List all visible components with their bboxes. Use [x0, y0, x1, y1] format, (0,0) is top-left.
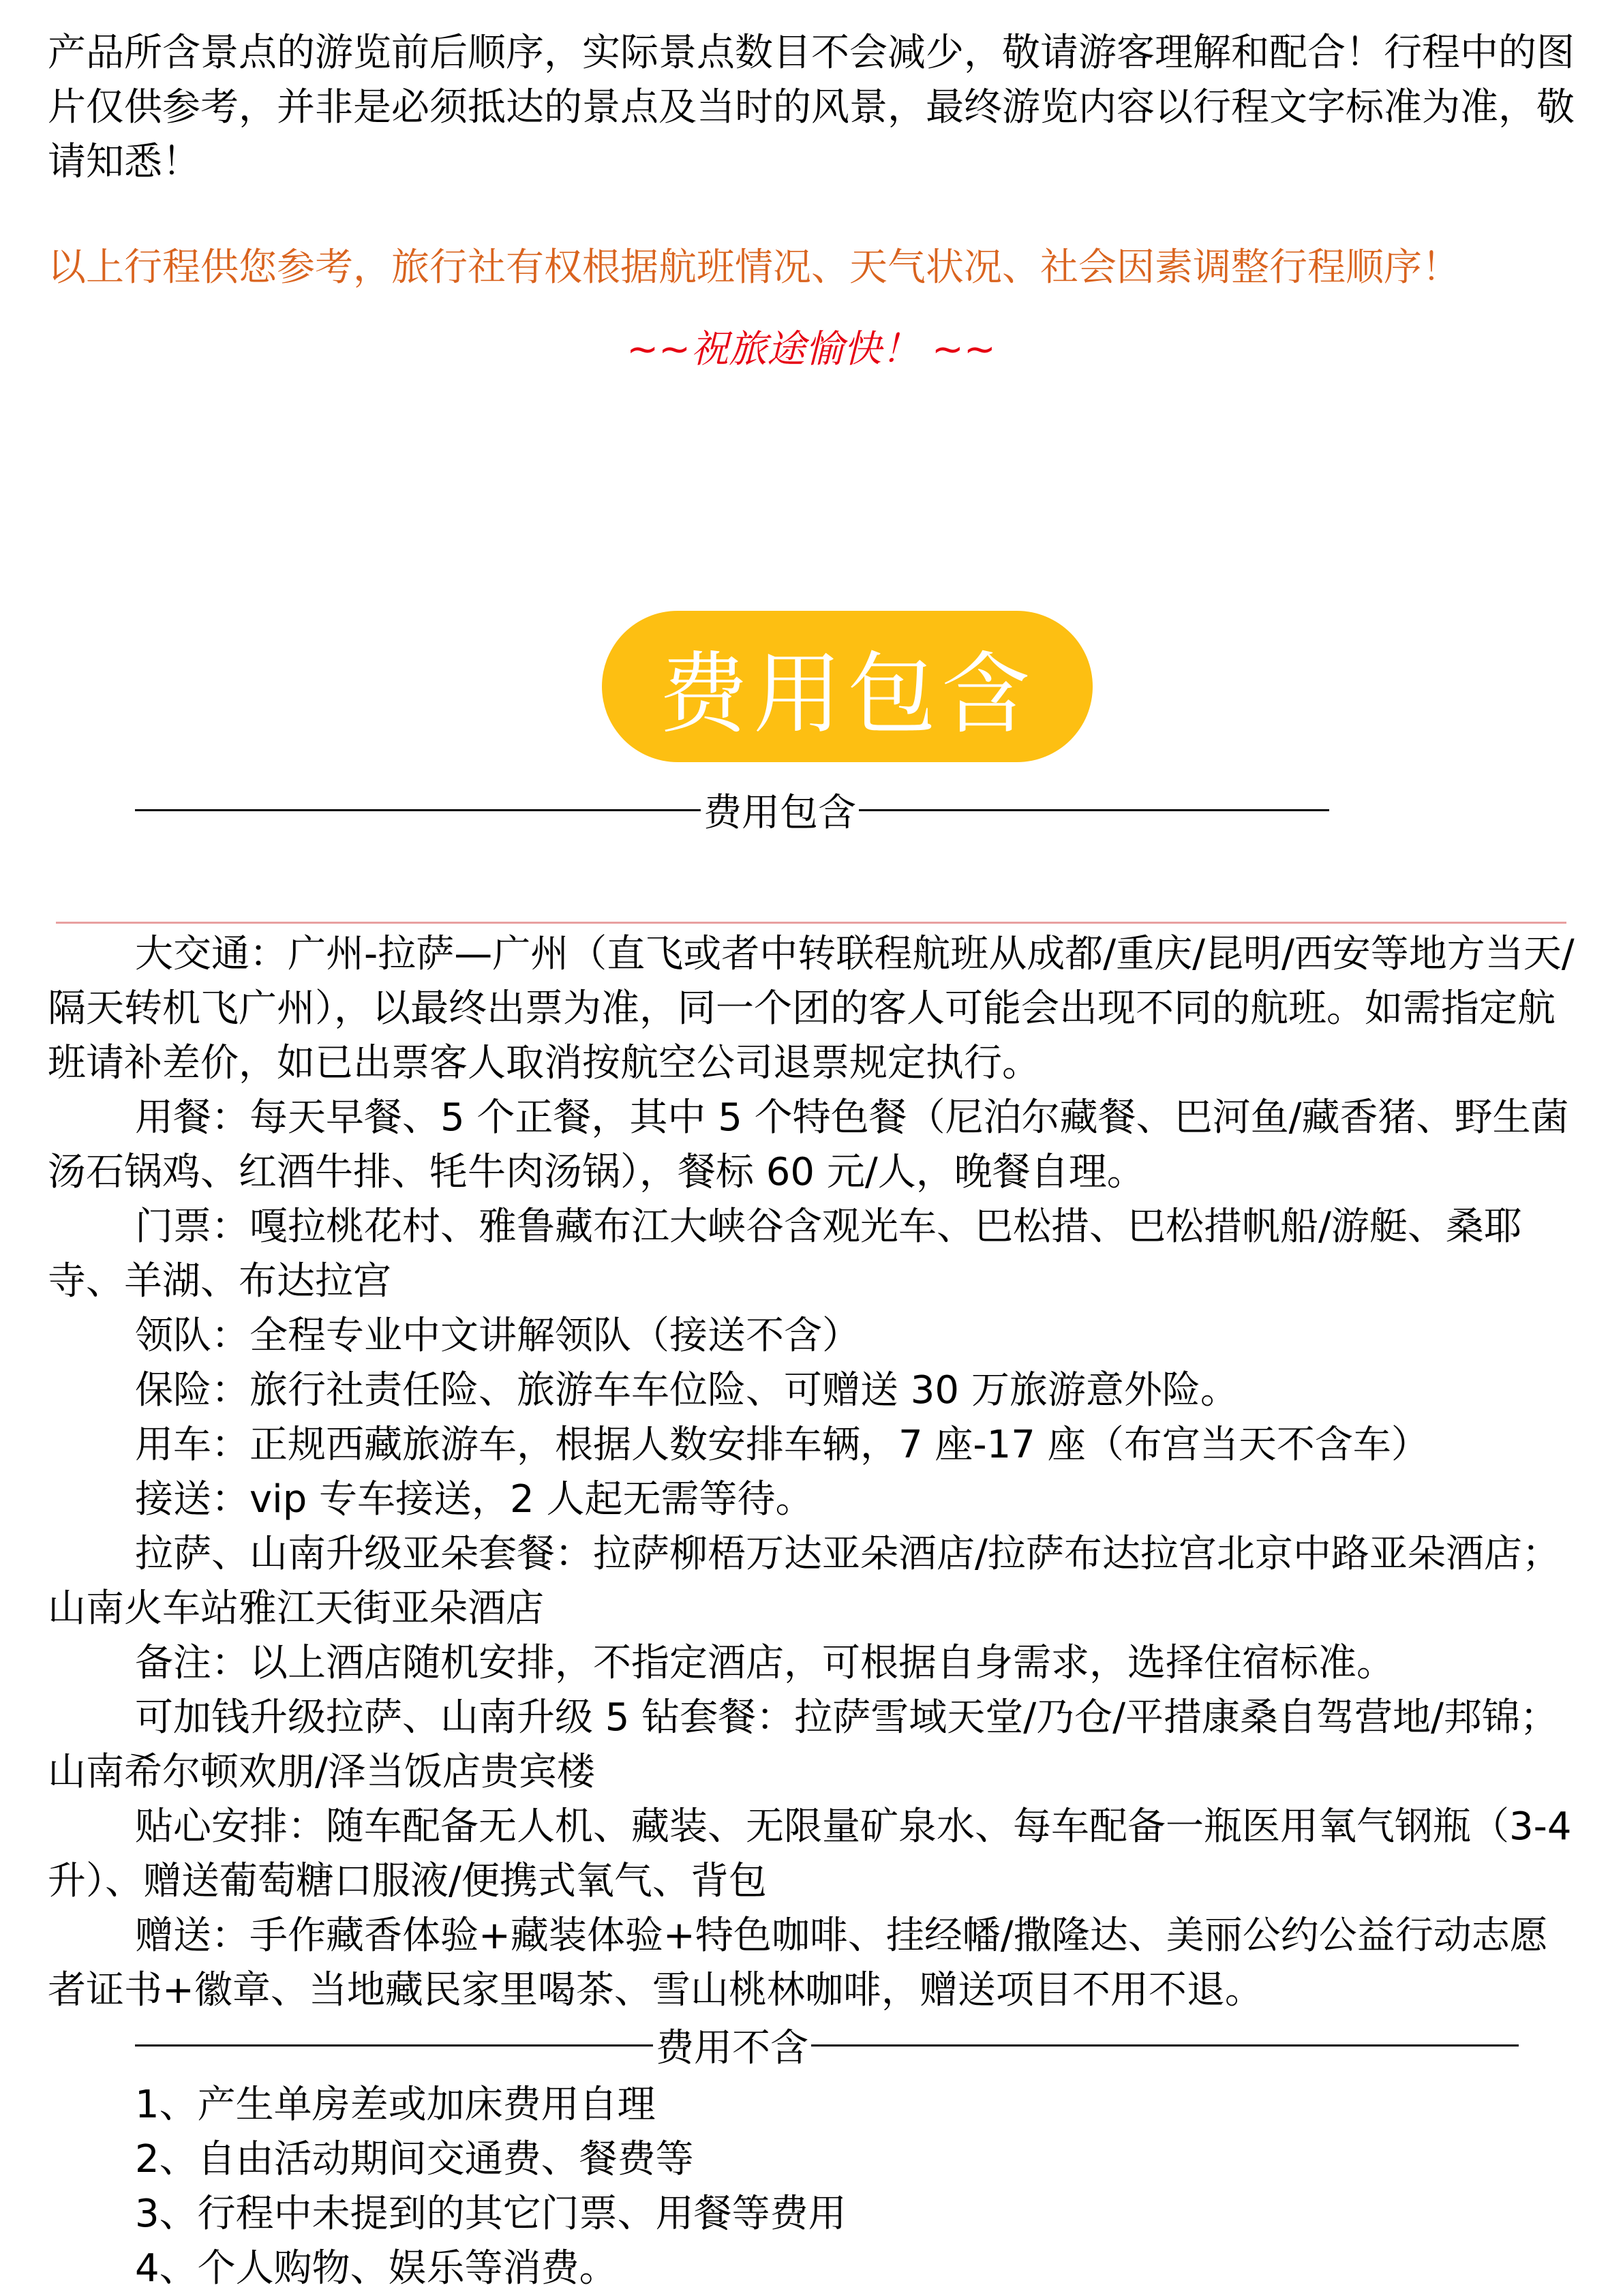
- excludes-item: 3、行程中未提到的其它门票、用餐等费用: [135, 2192, 847, 2236]
- notice-section: [48, 26, 1581, 374]
- excludes-divider: [135, 2018, 1519, 2072]
- includes-title: 费用包含: [658, 641, 1035, 746]
- excludes-item: 2、自由活动期间交通费、餐费等: [135, 2137, 694, 2181]
- excludes-list: [48, 2078, 1581, 2296]
- includes-title-badge: [602, 611, 1093, 762]
- divider-rule-right: [811, 2044, 1519, 2046]
- includes-divider-label: 费用包含: [703, 791, 856, 835]
- excludes-item: 4、个人购物、娱乐等消费。: [135, 2246, 618, 2291]
- includes-divider: [135, 783, 1329, 837]
- notice-paragraph: 产品所含景点的游览前后顺序，实际景点数目不会减少，敬请游客理解和配合！行程中的图片仅供参考，并非是必须抵达的景点及当时的风景，最终游览内容以行程文字标准为准，敬请知悉！: [48, 31, 1575, 184]
- includes-item-amenities: 贴心安排：随车配备无人机、藏装、无限量矿泉水、每车配备一瓶医用氧气钢瓶（3-4 升）、赠送葡萄糖口服液/便携式氧气、背包: [48, 1804, 1572, 1903]
- includes-item-remark: 备注：以上酒店随机安排，不指定酒店，可根据自身需求，选择住宿标准。: [135, 1641, 1395, 1685]
- divider-rule-left: [135, 809, 701, 811]
- includes-item-transfer: 接送：vip 专车接送，2 人起无需等待。: [135, 1477, 814, 1522]
- includes-item-vehicle: 用车：正规西藏旅游车，根据人数安排车辆，7 座-17 座（布宫当天不含车）: [135, 1423, 1429, 1467]
- includes-item-guide: 领队：全程专业中文讲解领队（接送不含）: [135, 1314, 860, 1358]
- divider-rule-left: [135, 2044, 653, 2046]
- includes-list: [48, 927, 1581, 2018]
- includes-item-insurance: 保险：旅行社责任险、旅游车车位险、可赠送 30 万旅游意外险。: [135, 1368, 1239, 1413]
- includes-item-tickets: 门票：嘎拉桃花村、雅鲁藏布江大峡谷含观光车、巴松措、巴松措帆船/游艇、桑耶寺、羊湖、布达拉宫: [48, 1205, 1522, 1303]
- excludes-item: 1、产生单房差或加床费用自理: [135, 2083, 656, 2127]
- blessing-text: ~~祝旅途愉快！ ~~: [626, 327, 996, 372]
- includes-item-gifts: 赠送：手作藏香体验+藏装体验+特色咖啡、挂经幡/撒隆达、美丽公约公益行动志愿者证书+徽章、当地藏民家里喝茶、雪山桃林咖啡，赠送项目不用不退。: [48, 1914, 1548, 2012]
- schedule-disclaimer: 以上行程供您参考，旅行社有权根据航班情况、天气状况、社会因素调整行程顺序！: [48, 245, 1460, 290]
- includes-item-meals: 用餐：每天早餐、5 个正餐，其中 5 个特色餐（尼泊尔藏餐、巴河鱼/藏香猪、野生菌汤石锅鸡、红酒牛排、牦牛肉汤锅），餐标 60 元/人，晚餐自理。: [48, 1096, 1569, 1194]
- divider-rule-right: [859, 809, 1329, 811]
- includes-item-hotel-package: 拉萨、山南升级亚朵套餐：拉萨柳梧万达亚朵酒店/拉萨布达拉宫北京中路亚朵酒店；山南火车站雅江天街亚朵酒店: [48, 1532, 1560, 1631]
- includes-item-upgrade: 可加钱升级拉萨、山南升级 5 钻套餐：拉萨雪域天堂/乃仓/平措康桑自驾营地/邦锦；山南希尔顿欢朋/泽当饭店贵宾楼: [48, 1695, 1558, 1794]
- includes-item-transport: 大交通：广州-拉萨—广州（直飞或者中转联程航班从成都/重庆/昆明/西安等地方当天/隔天转机飞广州），以最终出票为准，同一个团的客人可能会出现不同的航班。如需指定航班请补差价，如已出票客人取消按航空公司退票规定执行。: [48, 932, 1575, 1085]
- excludes-divider-label: 费用不含: [656, 2026, 808, 2070]
- section-separator: [56, 922, 1566, 924]
